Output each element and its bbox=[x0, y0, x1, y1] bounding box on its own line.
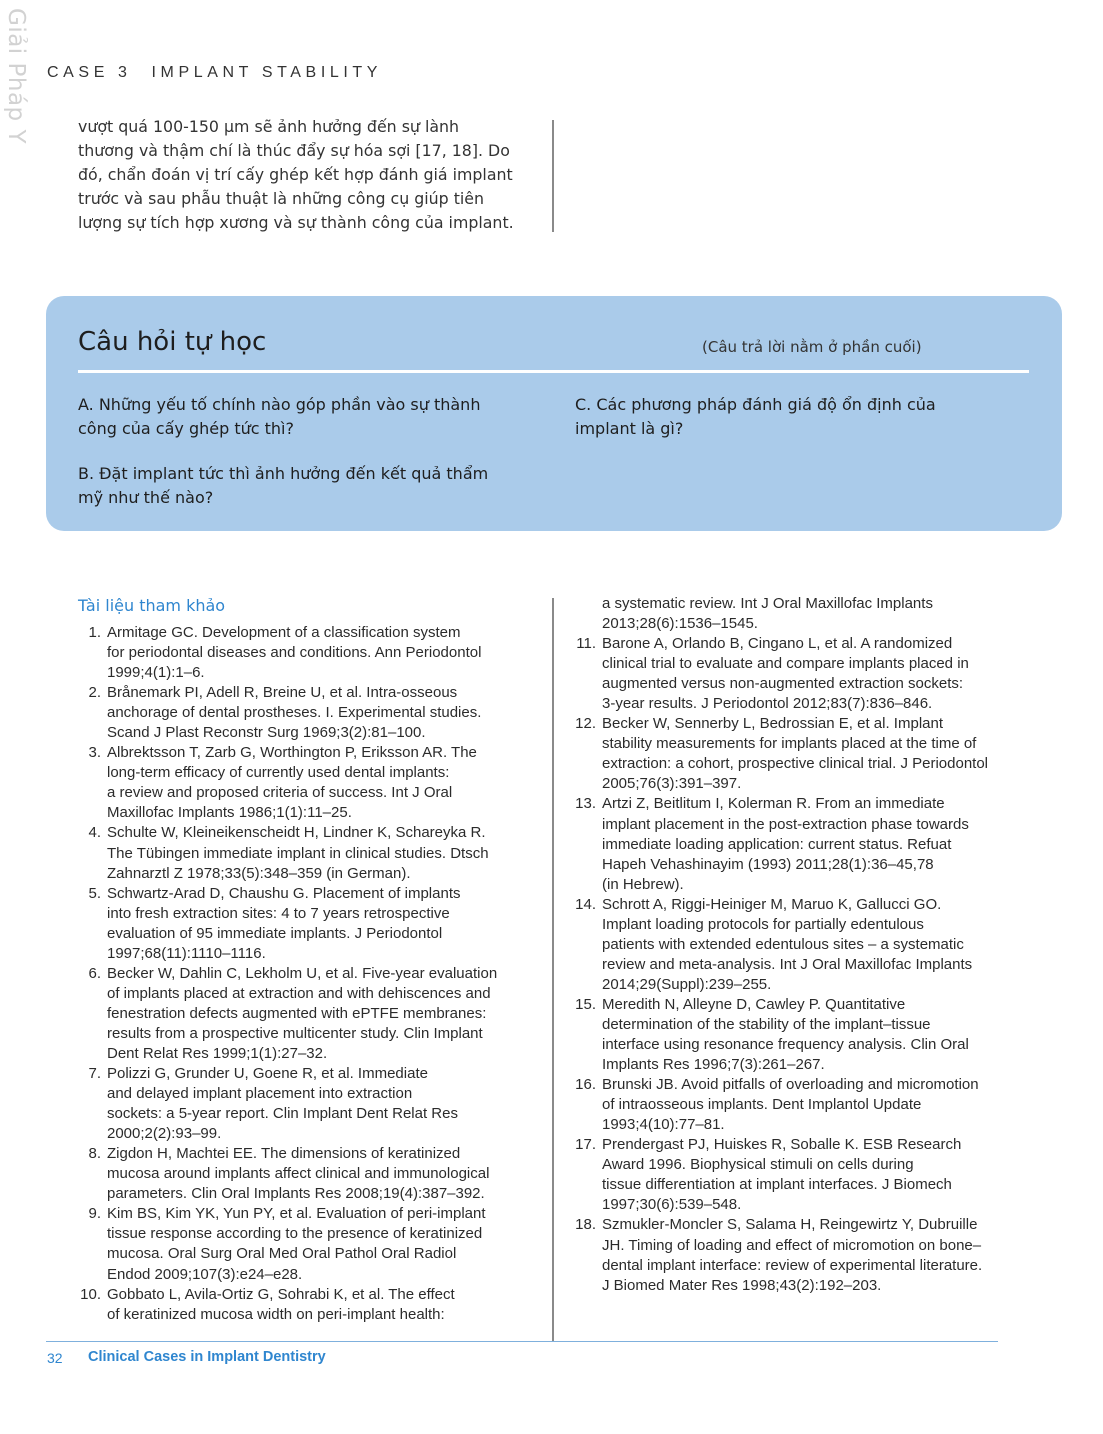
reference-text: Kim BS, Kim YK, Yun PY, et al. Evaluation of peri-implant tissue response according to the presence of keratinized mucosa. Oral Surg Oral Med Oral Pathol Oral Radiol Endod 2009;107(3):e24–e28. bbox=[107, 1205, 486, 1283]
reference-item bbox=[573, 714, 1038, 794]
reference-item bbox=[78, 683, 538, 743]
reference-number: 13. bbox=[575, 795, 596, 813]
reference-item bbox=[78, 623, 538, 683]
reference-number: 17. bbox=[575, 1136, 596, 1154]
reference-number: 2. bbox=[88, 684, 101, 702]
reference-number: 14. bbox=[575, 895, 596, 913]
column-divider-top bbox=[552, 120, 554, 232]
reference-item bbox=[573, 1215, 1038, 1295]
reference-text: Barone A, Orlando B, Cingano L, et al. A randomized clinical trial to evaluate and compare implants placed in augmented versus non-augmented extraction sockets: 3-year results. J Periodontol 2012;83(7):836–846. bbox=[602, 635, 969, 713]
reference-text: Zigdon H, Machtei EE. The dimensions of keratinized mucosa around implants affect clinical and immunological parameters. Clin Oral Implants Res 2008;19(4):387–392. bbox=[107, 1145, 490, 1203]
reference-number: 9. bbox=[88, 1205, 101, 1223]
running-header bbox=[47, 64, 382, 82]
self-study-rule bbox=[78, 370, 1029, 373]
question-b: B. Đặt implant tức thì ảnh hưởng đến kết quả thẩm mỹ như thế nào? bbox=[78, 464, 489, 507]
references-title: Tài liệu tham khảo bbox=[78, 596, 226, 615]
reference-text: a systematic review. Int J Oral Maxillofac Implants 2013;28(6):1536–1545. bbox=[602, 595, 933, 633]
reference-item bbox=[78, 884, 538, 964]
reference-text: Brånemark PI, Adell R, Breine U, et al. Intra-osseous anchorage of dental prostheses. I. Experimental studies. Scand J Plast Reconstr Surg 1969;3(2):81–100. bbox=[107, 684, 482, 742]
reference-number: 5. bbox=[88, 884, 101, 902]
reference-number: 6. bbox=[88, 964, 101, 982]
reference-number: 12. bbox=[575, 715, 596, 733]
reference-item bbox=[573, 895, 1038, 995]
case-label: CASE 3 bbox=[47, 64, 132, 81]
reference-number: 18. bbox=[575, 1216, 596, 1234]
reference-item bbox=[78, 1144, 538, 1204]
reference-text: Schwartz-Arad D, Chaushu G. Placement of implants into fresh extraction sites: 4 to 7 years retrospective evaluation of 95 immediate implants. J Periodontol 1997;68(11):1110–1116. bbox=[107, 884, 461, 962]
reference-number: 4. bbox=[88, 824, 101, 842]
reference-item bbox=[573, 995, 1038, 1075]
column-divider-references bbox=[552, 598, 554, 1342]
reference-number bbox=[573, 594, 602, 634]
page-number: 32 bbox=[47, 1350, 63, 1366]
footer-rule bbox=[46, 1341, 998, 1342]
reference-text: Albrektsson T, Zarb G, Worthington P, Eriksson AR. The long-term efficacy of currently used dental implants: a review and proposed criteria of success. Int J Oral Maxillofac Implants 1986;1(1):11–25. bbox=[107, 744, 477, 822]
reference-item bbox=[78, 964, 538, 1064]
reference-text: Schrott A, Riggi-Heiniger M, Maruo K, Gallucci GO. Implant loading protocols for partially edentulous patients with extended edentulous sites – a systematic review and meta-analysis. Int J Oral Maxillofac Implants 2014;29(Suppl):239–255. bbox=[602, 895, 973, 993]
reference-item-continued bbox=[573, 594, 1038, 634]
reference-text: Schulte W, Kleineikenscheidt H, Lindner K, Schareyka R. The Tübingen immediate implant in clinical studies. Dtsch Zahnarztl Z 1978;33(5):348–359 (in German). bbox=[107, 824, 489, 882]
reference-text: Brunski JB. Avoid pitfalls of overloading and micromotion of intraosseous implants. Dent Implantol Update 1993;4(10):77–81. bbox=[602, 1076, 979, 1134]
reference-item bbox=[78, 823, 538, 883]
reference-item bbox=[573, 1135, 1038, 1215]
reference-number: 8. bbox=[88, 1145, 101, 1163]
reference-item bbox=[573, 1075, 1038, 1135]
intro-paragraph: vượt quá 100-150 µm sẽ ảnh hưởng đến sự lành thương và thậm chí là thúc đẩy sự hóa sợi [17, 18]. Do đó, chẩn đoán vị trí cấy ghép kết hợp đánh giá implant trước và sau phẫu thuật là những công cụ giúp tiên lượng sự tích hợp xương và sự thành công của implant. bbox=[78, 117, 514, 232]
reference-text: Becker W, Dahlin C, Lekholm U, et al. Five-year evaluation of implants placed at extraction and with dehiscences and fenestration defects augmented with ePTFE membranes: results from a prospective multicenter study. Clin Implant Dent Relat Res 1999;1(1):27–32. bbox=[107, 964, 498, 1062]
reference-text: Meredith N, Alleyne D, Cawley P. Quantitative determination of the stability of the implant–tissue interface using resonance frequency analysis. Clin Oral Implants Res 1996;7(3):261–267. bbox=[602, 995, 969, 1074]
reference-number: 16. bbox=[575, 1076, 596, 1094]
reference-text: Gobbato L, Avila-Ortiz G, Sohrabi K, et al. The effect of keratinized mucosa width on peri-implant health: bbox=[107, 1285, 455, 1323]
reference-item bbox=[78, 1204, 538, 1284]
reference-item bbox=[78, 1285, 538, 1325]
reference-item bbox=[78, 743, 538, 823]
reference-text: Armitage GC. Development of a classification system for periodontal diseases and conditions. Ann Periodontol 1999;4(1):1–6. bbox=[107, 624, 482, 682]
answer-note: (Câu trả lời nằm ở phần cuối) bbox=[702, 338, 922, 356]
question-a: A. Những yếu tố chính nào góp phần vào sự thành công của cấy ghép tức thì? bbox=[78, 395, 481, 438]
reference-number: 15. bbox=[575, 995, 596, 1013]
reference-item bbox=[573, 634, 1038, 714]
question-c: C. Các phương pháp đánh giá độ ổn định của implant là gì? bbox=[575, 395, 936, 438]
reference-text: Szmukler-Moncler S, Salama H, Reingewirtz Y, Dubruille JH. Timing of loading and effect of micromotion on bone– dental implant interface: review of experimental literature. J Biomed Mater Res 1998;43(2):192–203. bbox=[602, 1216, 983, 1294]
reference-text: Becker W, Sennerby L, Bedrossian E, et al. Implant stability measurements for implants placed at the time of extraction: a cohort, prospective clinical trial. J Periodontol 2005;76(3):391–397. bbox=[602, 715, 989, 793]
reference-text: Artzi Z, Beitlitum I, Kolerman R. From an immediate implant placement in the post-extraction phase towards immediate loading application: current status. Refuat Hapeh Vehashinayim (1993) 2011;28(1):36–45,78 (in Hebrew). bbox=[602, 795, 969, 893]
section-label: IMPLANT STABILITY bbox=[151, 64, 383, 81]
reference-number: 11. bbox=[576, 635, 596, 653]
reference-number: 1. bbox=[88, 624, 101, 641]
reference-item bbox=[573, 794, 1038, 894]
references-right-column bbox=[573, 594, 1038, 1296]
reference-number: 7. bbox=[88, 1065, 101, 1083]
watermark: Giải Pháp Y bbox=[3, 8, 29, 145]
book-title: Clinical Cases in Implant Dentistry bbox=[88, 1349, 326, 1365]
self-study-title: Câu hỏi tự học bbox=[78, 327, 267, 357]
references-left-column bbox=[78, 623, 538, 1325]
reference-number: 3. bbox=[88, 744, 101, 762]
reference-text: Prendergast PJ, Huiskes R, Soballe K. ESB Research Award 1996. Biophysical stimuli on cells during tissue differentiation at implant interfaces. J Biomech 1997;30(6):539–548. bbox=[602, 1136, 962, 1214]
reference-text: Polizzi G, Grunder U, Goene R, et al. Immediate and delayed implant placement into extraction sockets: a 5-year report. Clin Implant Dent Relat Res 2000;2(2):93–99. bbox=[107, 1065, 458, 1143]
reference-item bbox=[78, 1064, 538, 1144]
self-study-box bbox=[46, 296, 1062, 531]
reference-number: 10. bbox=[80, 1285, 101, 1303]
